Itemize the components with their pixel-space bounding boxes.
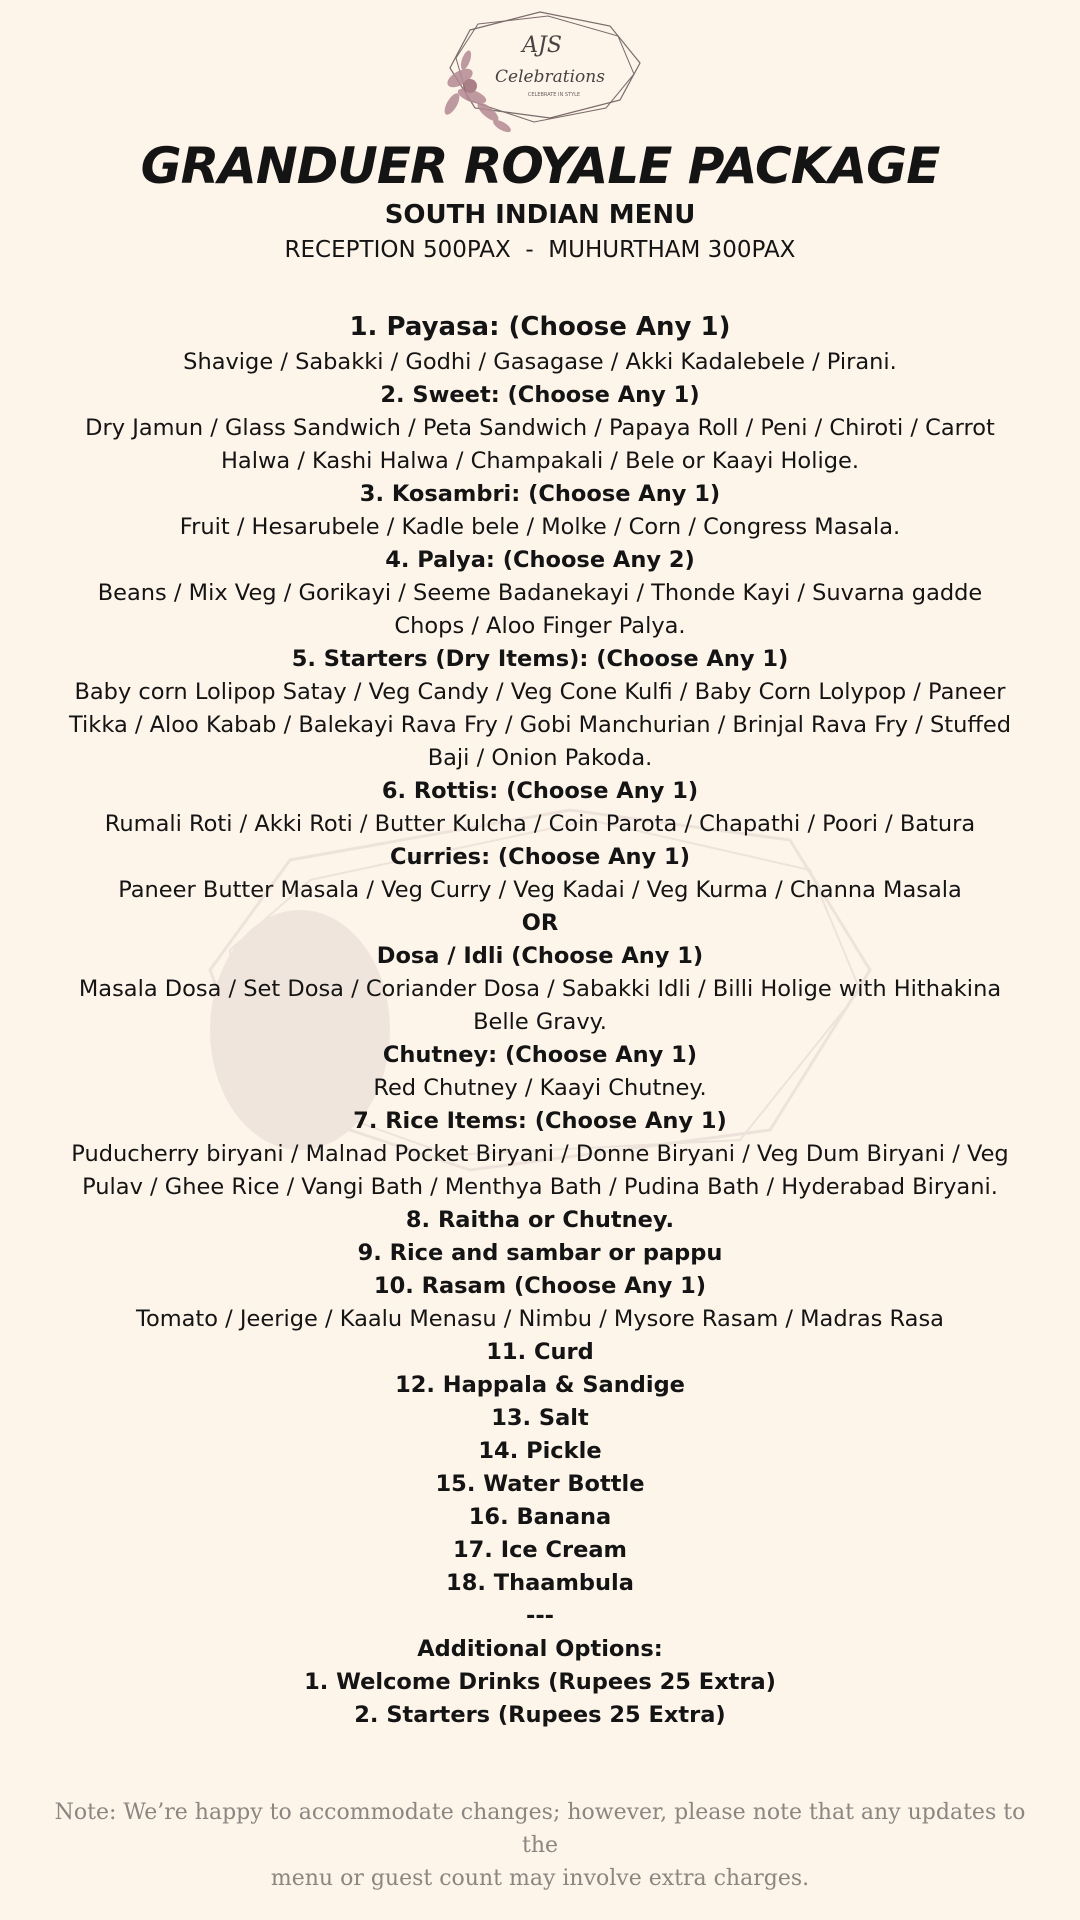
- menu-item-text: Halwa / Kashi Halwa / Champakali / Bele or Kaayi Holige.: [221, 448, 859, 474]
- menu-section-heading: 7. Rice Items: (Choose Any 1): [353, 1108, 727, 1134]
- logo-tagline: CELEBRATE IN STYLE: [527, 92, 581, 98]
- menu-section-heading: 17. Ice Cream: [453, 1537, 627, 1563]
- menu-section-heading: 2. Sweet: (Choose Any 1): [380, 382, 700, 408]
- menu-section-heading: 1. Payasa: (Choose Any 1): [349, 312, 731, 342]
- menu-item-text: Fruit / Hesarubele / Kadle bele / Molke / Corn / Congress Masala.: [179, 514, 901, 540]
- menu-section-heading: 10. Rasam (Choose Any 1): [373, 1273, 707, 1299]
- menu-section-heading: 3. Kosambri: (Choose Any 1): [359, 481, 721, 507]
- menu-section-heading: 13. Salt: [491, 1405, 589, 1431]
- menu-section-heading: ---: [525, 1603, 554, 1629]
- menu-item-text: Chops / Aloo Finger Palya.: [394, 613, 686, 639]
- menu-item-text: Red Chutney / Kaayi Chutney.: [373, 1075, 707, 1101]
- ajs-celebrations-logo: [430, 8, 650, 136]
- menu-item-text: Masala Dosa / Set Dosa / Coriander Dosa / Sabakki Idli / Billi Holige with Hithakina: [78, 976, 1002, 1002]
- menu-section-heading: 9. Rice and sambar or pappu: [357, 1240, 723, 1266]
- menu-section-heading: Chutney: (Choose Any 1): [382, 1042, 698, 1068]
- menu-section-heading: 5. Starters (Dry Items): (Choose Any 1): [291, 646, 789, 672]
- menu-item-text: Tomato / Jeerige / Kaalu Menasu / Nimbu / Mysore Rasam / Madras Rasa: [136, 1306, 944, 1332]
- menu-section-heading: 16. Banana: [468, 1504, 612, 1530]
- menu-section-heading: Dosa / Idli (Choose Any 1): [376, 943, 704, 969]
- menu-section-heading: Additional Options:: [417, 1636, 663, 1662]
- note-line-1: Note: We’re happy to accommodate changes; however, please note that any updates to the: [54, 1800, 1026, 1858]
- note: [50, 1796, 1030, 1895]
- menu-section-heading: OR: [521, 910, 559, 936]
- menu-section-heading: 12. Happala & Sandige: [395, 1372, 685, 1398]
- menu-section-heading: 2. Starters (Rupees 25 Extra): [354, 1702, 726, 1728]
- menu-item-text: Tikka / Aloo Kabab / Balekayi Rava Fry / Gobi Manchurian / Brinjal Rava Fry / Stuffed: [69, 712, 1011, 738]
- package-title: GRANDUER ROYALE PACKAGE: [140, 137, 940, 195]
- guest-count: RECEPTION 500PAX - MUHURTHAM 300PAX: [284, 237, 796, 263]
- menu-item-text: Rumali Roti / Akki Roti / Butter Kulcha / Coin Parota / Chapathi / Poori / Batura: [104, 811, 976, 837]
- menu-list: [55, 308, 1025, 1732]
- menu-section-heading: Curries: (Choose Any 1): [389, 844, 690, 870]
- logo-line1: AJS: [522, 33, 562, 58]
- menu-item-text: Baji / Onion Pakoda.: [427, 745, 653, 771]
- logo-line2: Celebrations: [495, 67, 605, 87]
- menu-item-text: Pulav / Ghee Rice / Vangi Bath / Menthya Bath / Pudina Bath / Hyderabad Biryani.: [82, 1174, 998, 1200]
- menu-item-text: Dry Jamun / Glass Sandwich / Peta Sandwich / Papaya Roll / Peni / Chiroti / Carrot: [85, 415, 995, 441]
- menu-section-heading: 18. Thaambula: [446, 1570, 634, 1596]
- menu-section-heading: 11. Curd: [486, 1339, 594, 1365]
- menu-item-text: Paneer Butter Masala / Veg Curry / Veg Kadai / Veg Kurma / Channa Masala: [118, 877, 962, 903]
- header: [0, 136, 1080, 266]
- menu-item-text: Beans / Mix Veg / Gorikayi / Seeme Badanekayi / Thonde Kayi / Suvarna gadde: [97, 580, 983, 606]
- menu-item-text: Puducherry biryani / Malnad Pocket Biryani / Donne Biryani / Veg Dum Biryani / Veg: [71, 1141, 1009, 1167]
- menu-item-text: Shavige / Sabakki / Godhi / Gasagase / Akki Kadalebele / Pirani.: [183, 349, 897, 375]
- menu-item-text: Belle Gravy.: [473, 1009, 607, 1035]
- menu-subtitle: SOUTH INDIAN MENU: [384, 200, 696, 230]
- menu-section-heading: 8. Raitha or Chutney.: [405, 1207, 675, 1233]
- menu-section-heading: 6. Rottis: (Choose Any 1): [381, 778, 699, 804]
- menu-section-heading: 15. Water Bottle: [435, 1471, 645, 1497]
- menu-item-text: Baby corn Lolipop Satay / Veg Candy / Veg Cone Kulfi / Baby Corn Lolypop / Paneer: [74, 679, 1006, 705]
- menu-section-heading: 1. Welcome Drinks (Rupees 25 Extra): [304, 1669, 776, 1695]
- menu-section-heading: 4. Palya: (Choose Any 2): [385, 547, 695, 573]
- note-line-2: menu or guest count may involve extra charges.: [270, 1866, 810, 1891]
- menu-section-heading: 14. Pickle: [478, 1438, 602, 1464]
